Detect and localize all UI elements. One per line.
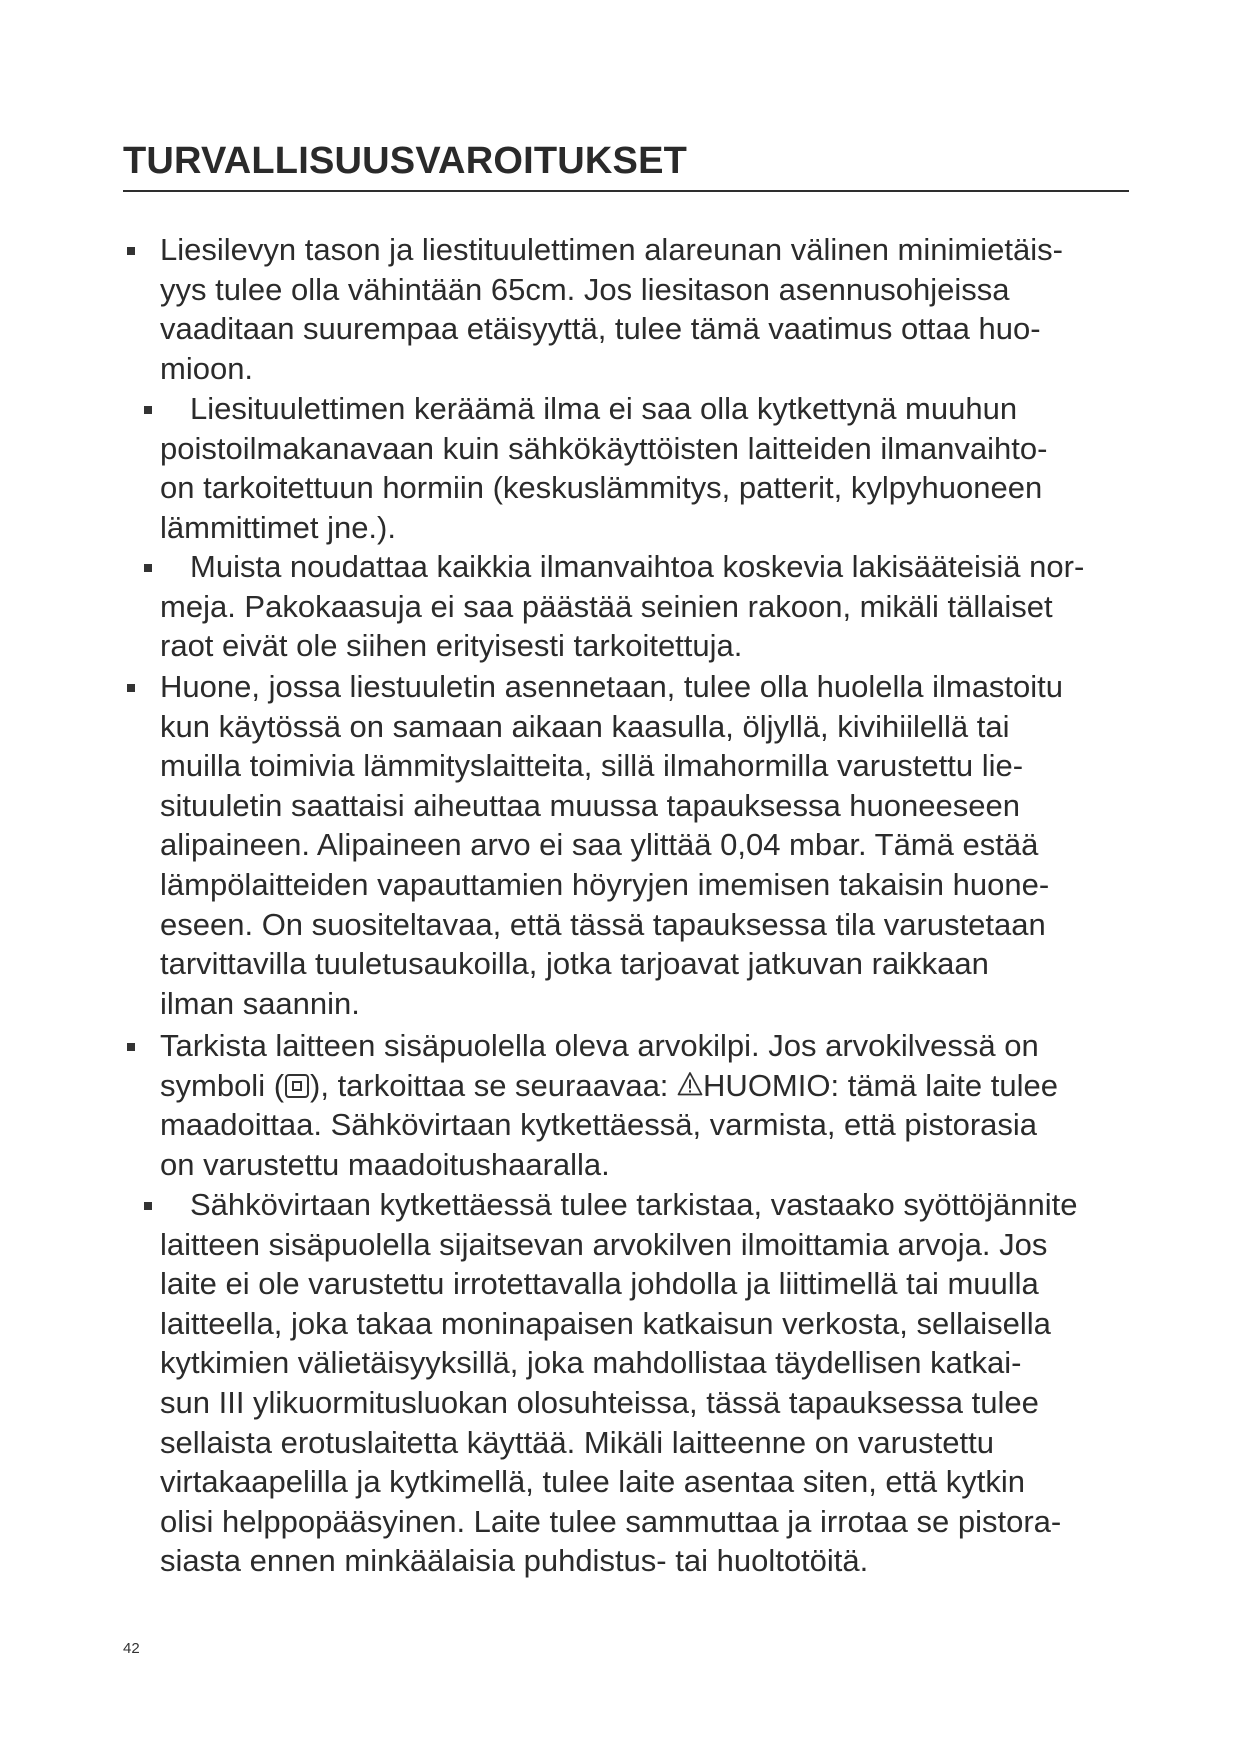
list-item-text <box>160 667 1150 1023</box>
text-line: Huone, jossa liestuuletin asennetaan, tulee olla huolella ilmastoitu <box>160 669 1064 704</box>
text-line: poistoilmakanavaan kuin sähkökäyttöisten laitteiden ilmanvaihto- <box>160 430 1048 466</box>
bullet-icon <box>144 564 152 572</box>
text-line: Tarkista laitteen sisäpuolella oleva arvokilpi. Jos arvokilvessä on <box>160 1028 1039 1063</box>
text-line: Liesituulettimen keräämä ilma ei saa olla kytkettynä muuhun <box>190 391 1018 426</box>
protection-class-symbol-icon <box>285 1074 309 1098</box>
bullet-icon <box>127 684 135 692</box>
title-underline <box>123 190 1129 192</box>
text-line: laitteen sisäpuolella sijaitsevan arvokilven ilmoittamia arvoja. Jos <box>160 1226 1048 1262</box>
text-line <box>160 1066 1150 1106</box>
text-line: tarvittavilla tuuletusaukoilla, jotka tarjoavat jatkuvan raikkaan <box>160 946 989 982</box>
bullet-icon <box>144 406 152 414</box>
text-line: raot eivät ole siihen erityisesti tarkoitettuja. <box>160 628 743 664</box>
text-line: sellaista erotuslaitetta käyttää. Mikäli laitteenne on varustettu <box>160 1424 995 1460</box>
text-line: sun III ylikuormitusluokan olosuhteissa, tässä tapauksessa tulee <box>160 1384 1039 1420</box>
text-line: on tarkoitettuun hormiin (keskuslämmitys, patterit, kylpyhuoneen <box>160 470 1043 506</box>
text-line: laite ei ole varustettu irrotettavalla johdolla ja liittimellä tai muulla <box>160 1266 1039 1302</box>
text-line: virtakaapelilla ja kytkimellä, tulee laite asentaa siten, että kytkin <box>160 1464 1025 1500</box>
text-line: Liesilevyn tason ja liestituulettimen alareunan välinen minimietäis- <box>160 232 1063 267</box>
text-line: ilman saannin. <box>160 985 360 1021</box>
page-title: TURVALLISUUSVAROITUKSET <box>123 140 688 182</box>
text-line: mioon. <box>160 350 254 386</box>
text-line: kytkimien välietäisyyksillä, joka mahdollistaa täydellisen katkai- <box>160 1345 1022 1381</box>
text-line: olisi helppopääsyinen. Laite tulee sammuttaa ja irrotaa se pistora- <box>160 1503 1062 1539</box>
text-line: Sähkövirtaan kytkettäessä tulee tarkistaa, vastaako syöttöjännite <box>190 1187 1078 1222</box>
bullet-icon <box>127 247 135 255</box>
list-item-text <box>160 389 1150 547</box>
text-line: eseen. On suositeltavaa, että tässä tapauksessa tila varustetaan <box>160 906 1046 942</box>
list-item-text <box>160 230 1150 388</box>
text-line: maadoittaa. Sähkövirtaan kytkettäessä, varmista, että pistorasia <box>160 1107 1038 1143</box>
list-item-text <box>160 547 1150 666</box>
text-line: situuletin saattaisi aiheuttaa muussa tapauksessa huoneeseen <box>160 787 1020 823</box>
bullet-icon <box>144 1202 152 1210</box>
text-line: muilla toimivia lämmityslaitteita, sillä ilmahormilla varustettu lie- <box>160 748 1024 784</box>
text-segment: HUOMIO: tämä laite tulee <box>703 1067 1058 1103</box>
text-line: meja. Pakokaasuja ei saa päästää seinien rakoon, mikäli tällaiset <box>160 588 1053 624</box>
list-item-text <box>160 1185 1150 1581</box>
list-item-text <box>160 1026 1150 1184</box>
text-line: laitteella, joka takaa moninapaisen katkaisun verkosta, sellaisella <box>160 1305 1051 1341</box>
text-line: siasta ennen minkäälaisia puhdistus- tai huoltotöitä. <box>160 1543 869 1579</box>
warning-triangle-icon <box>677 1071 703 1097</box>
text-line: on varustettu maadoitushaaralla. <box>160 1146 610 1182</box>
text-segment: ), tarkoittaa se seuraavaa: <box>310 1067 678 1103</box>
text-line: kun käytössä on samaan aikaan kaasulla, öljyllä, kivihiilellä tai <box>160 708 1010 744</box>
text-line: lämpölaitteiden vapauttamien höyryjen imemisen takaisin huone- <box>160 866 1050 902</box>
text-line: yys tulee olla vähintään 65cm. Jos liesitason asennusohjeissa <box>160 271 1010 307</box>
text-segment: symboli ( <box>160 1067 285 1103</box>
page-number: 42 <box>123 1640 140 1657</box>
bullet-icon <box>127 1043 135 1051</box>
text-line: vaaditaan suurempaa etäisyyttä, tulee tämä vaatimus ottaa huo- <box>160 311 1041 347</box>
text-line: Muista noudattaa kaikkia ilmanvaihtoa koskevia lakisääteisiä nor- <box>190 549 1085 584</box>
text-line: alipaineen. Alipaineen arvo ei saa ylittää 0,04 mbar. Tämä estää <box>160 827 1039 863</box>
text-line: lämmittimet jne.). <box>160 509 396 545</box>
